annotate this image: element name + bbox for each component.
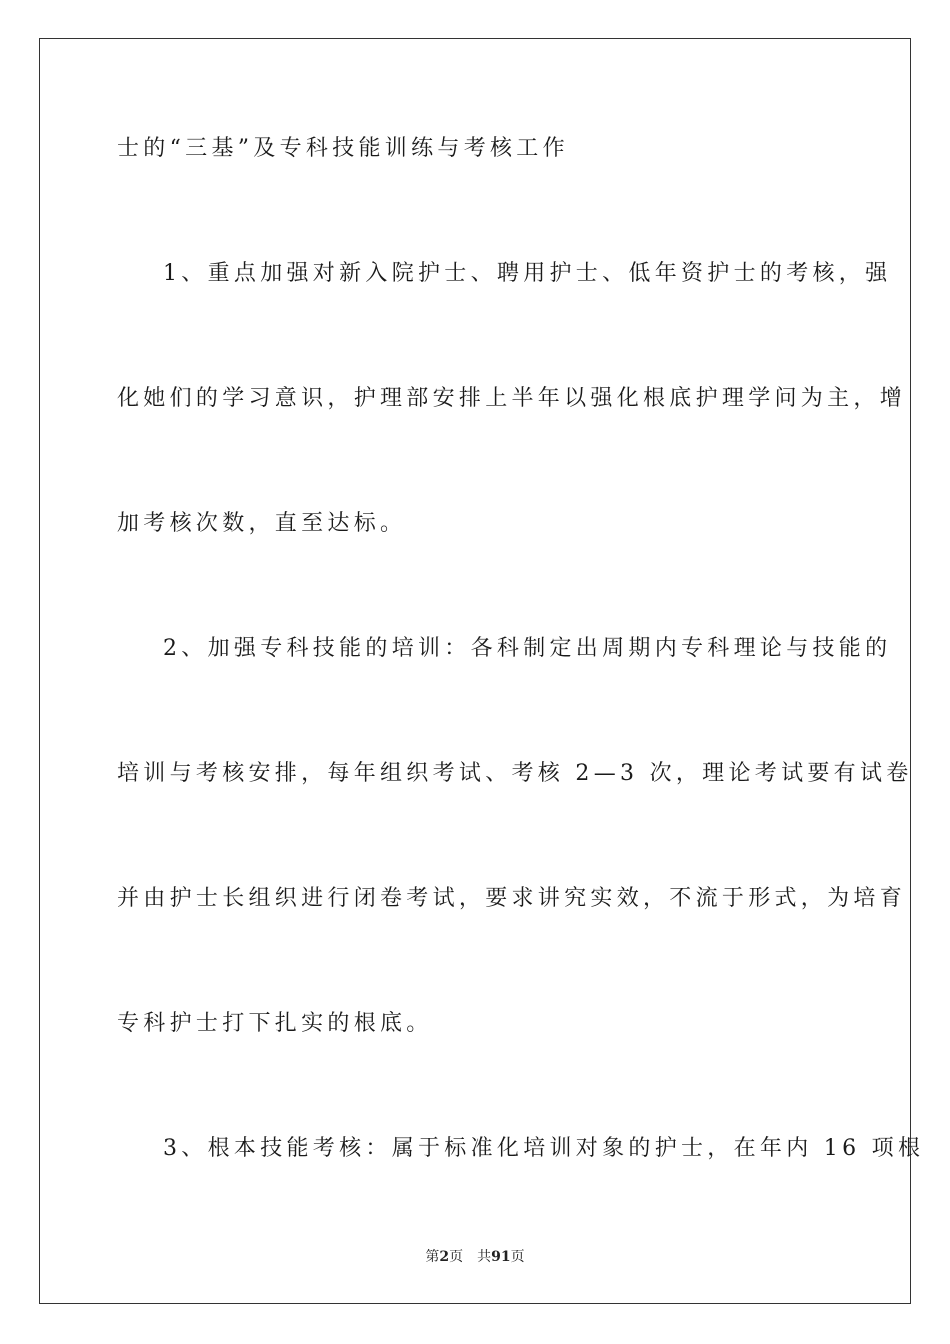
- text-line-8: 专科护士打下扎实的根底。: [117, 1011, 433, 1036]
- text-line-6: 培训与考核安排，每年组织考试、考核 2—3 次，理论考试要有试卷: [117, 761, 913, 786]
- footer-page-suffix: 页: [449, 1249, 464, 1265]
- text-line-4: 加考核次数，直至达标。: [117, 511, 407, 536]
- text-line-1: 士的“三基”及专科技能训练与考核工作: [117, 136, 569, 161]
- page-footer: [0, 1247, 950, 1267]
- text-line-7: 并由护士长组织进行闭卷考试，要求讲究实效，不流于形式，为培育: [117, 886, 907, 911]
- footer-total-pages: 91: [491, 1249, 511, 1265]
- footer-page-prefix: 第: [425, 1249, 440, 1265]
- footer-total-suffix: 页: [510, 1249, 525, 1265]
- text-line-2: 1、重点加强对新入院护士、聘用护士、低年资护士的考核，强: [163, 261, 892, 286]
- footer-total-prefix: 共: [477, 1249, 492, 1265]
- page-frame: [39, 38, 925, 1304]
- footer-page-number: 2: [439, 1249, 450, 1265]
- text-line-9: 3、根本技能考核：属于标准化培训对象的护士，在年内 16 项根: [163, 1136, 925, 1161]
- text-line-5: 2、加强专科技能的培训：各科制定出周期内专科理论与技能的: [163, 636, 892, 661]
- text-line-3: 化她们的学习意识，护理部安排上半年以强化根底护理学问为主，增: [117, 386, 907, 411]
